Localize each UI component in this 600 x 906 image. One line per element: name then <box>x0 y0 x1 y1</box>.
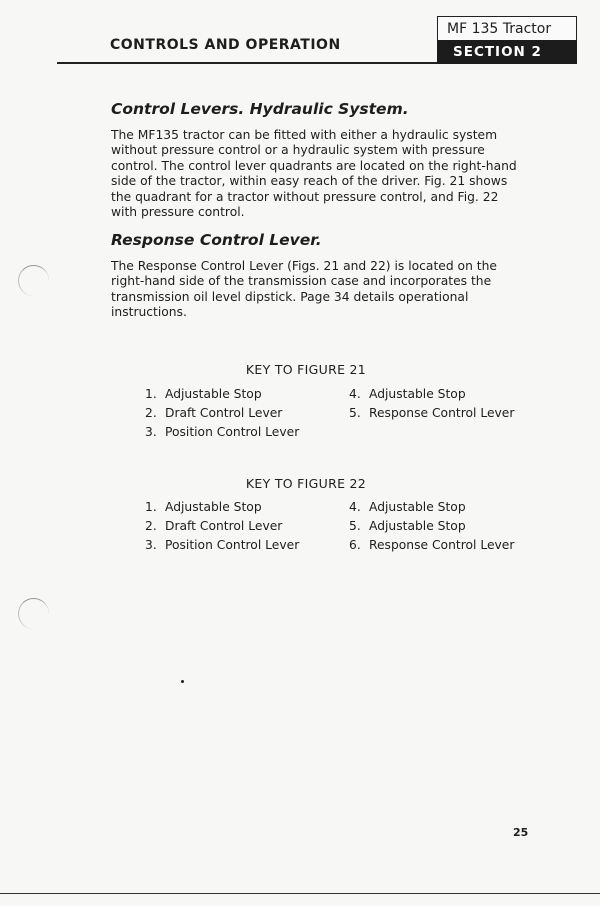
text-line: side of the tractor, within easy reach of the driver. Fig. 21 shows <box>111 174 508 189</box>
key-item: 4. Adjustable Stop <box>349 500 466 514</box>
key-figure-21-title: KEY TO FIGURE 21 <box>245 362 367 377</box>
key-item: 1. Adjustable Stop <box>145 387 262 401</box>
key-item: 5. Response Control Lever <box>349 406 515 420</box>
section-badge: SECTION 2 <box>437 40 577 64</box>
text-line: instructions. <box>111 305 187 320</box>
binder-hole <box>18 265 49 296</box>
text-line: with pressure control. <box>111 205 245 220</box>
key-item: 5. Adjustable Stop <box>349 519 466 533</box>
heading-response-lever: Response Control Lever. <box>111 231 322 249</box>
print-speck <box>181 680 184 683</box>
key-item: 1. Adjustable Stop <box>145 500 262 514</box>
page-edge-line <box>0 893 600 894</box>
text-line: control. The control lever quadrants are located on the right-hand <box>111 158 517 173</box>
model-label: MF 135 Tractor <box>437 16 577 40</box>
key-item: 3. Position Control Lever <box>145 538 300 552</box>
section-title: CONTROLS AND OPERATION <box>110 37 341 53</box>
key-item: 2. Draft Control Lever <box>145 406 283 420</box>
text-line: The MF135 tractor can be fitted with either a hydraulic system <box>111 128 498 142</box>
paragraph-control-levers <box>111 128 528 220</box>
page-number: 25 <box>513 826 529 839</box>
header-rule <box>57 62 437 64</box>
text-line: without pressure control or a hydraulic system with pressure <box>111 143 485 158</box>
key-item: 2. Draft Control Lever <box>145 519 283 533</box>
text-line: transmission oil level dipstick. Page 34 details operational <box>111 289 469 304</box>
paragraph-response-lever <box>111 259 528 321</box>
text-line: right-hand side of the transmission case and incorporates the <box>111 274 492 289</box>
heading-control-levers: Control Levers. Hydraulic System. <box>111 100 409 118</box>
key-item: 3. Position Control Lever <box>145 425 300 439</box>
key-item: 6. Response Control Lever <box>349 538 515 552</box>
binder-hole <box>18 598 49 629</box>
key-figure-22-title: KEY TO FIGURE 22 <box>245 476 367 491</box>
text-line: the quadrant for a tractor without pressure control, and Fig. 22 <box>111 189 499 204</box>
text-line: The Response Control Lever (Figs. 21 and 22) is located on the <box>111 259 497 273</box>
key-item: 4. Adjustable Stop <box>349 387 466 401</box>
